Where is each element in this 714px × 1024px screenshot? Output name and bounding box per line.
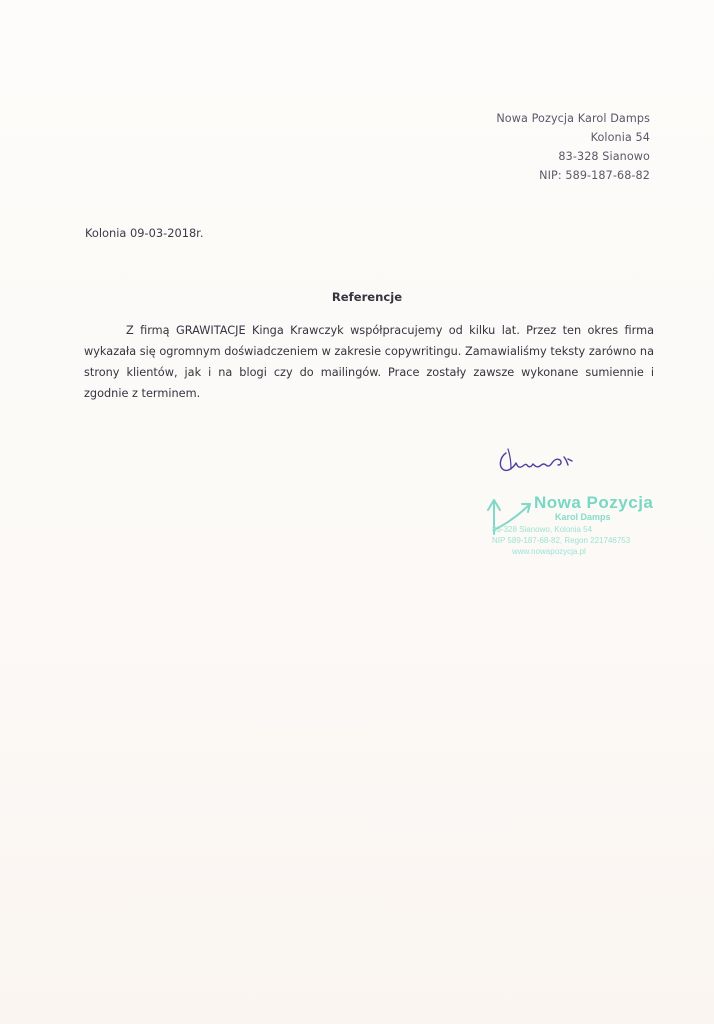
stamp-address: 83-328 Sianowo, Kolonia 54 [492,525,593,534]
place-date: Kolonia 09-03-2018r. [85,226,204,240]
sender-nip: NIP: 589-187-68-82 [539,169,650,182]
letter-title: Referencje [331,290,403,304]
sender-company: Nowa Pozycja Karol Damps [496,112,650,125]
stamp-registry: NIP 589-187-68-82, Regon 221746753 [492,536,631,545]
sender-address-block [496,109,650,185]
sender-street: Kolonia 54 [590,131,650,144]
body-paragraph: Z firmą GRAWITACJE Kinga Krawczyk współpracujemy od kilku lat. Przez ten okres firma wykazała się ogromnym doświadczeniem w zakresie copywritingu. Zamawialiśmy teksty zarówno na strony klientów, jak i na blogi czy do mailingów. Prace zostały zawsze wykonane sumiennie i zgodnie z terminem. [84,324,654,400]
sender-city: 83-328 Sianowo [558,150,650,163]
stamp-company-name: Nowa Pozycja [534,493,654,512]
stamp-website: www.nowapozycja.pl [512,547,586,556]
letter-body [84,320,654,404]
handwritten-signature [494,443,584,483]
stamp-owner-name: Karol Damps [555,512,611,522]
company-stamp [482,492,657,568]
